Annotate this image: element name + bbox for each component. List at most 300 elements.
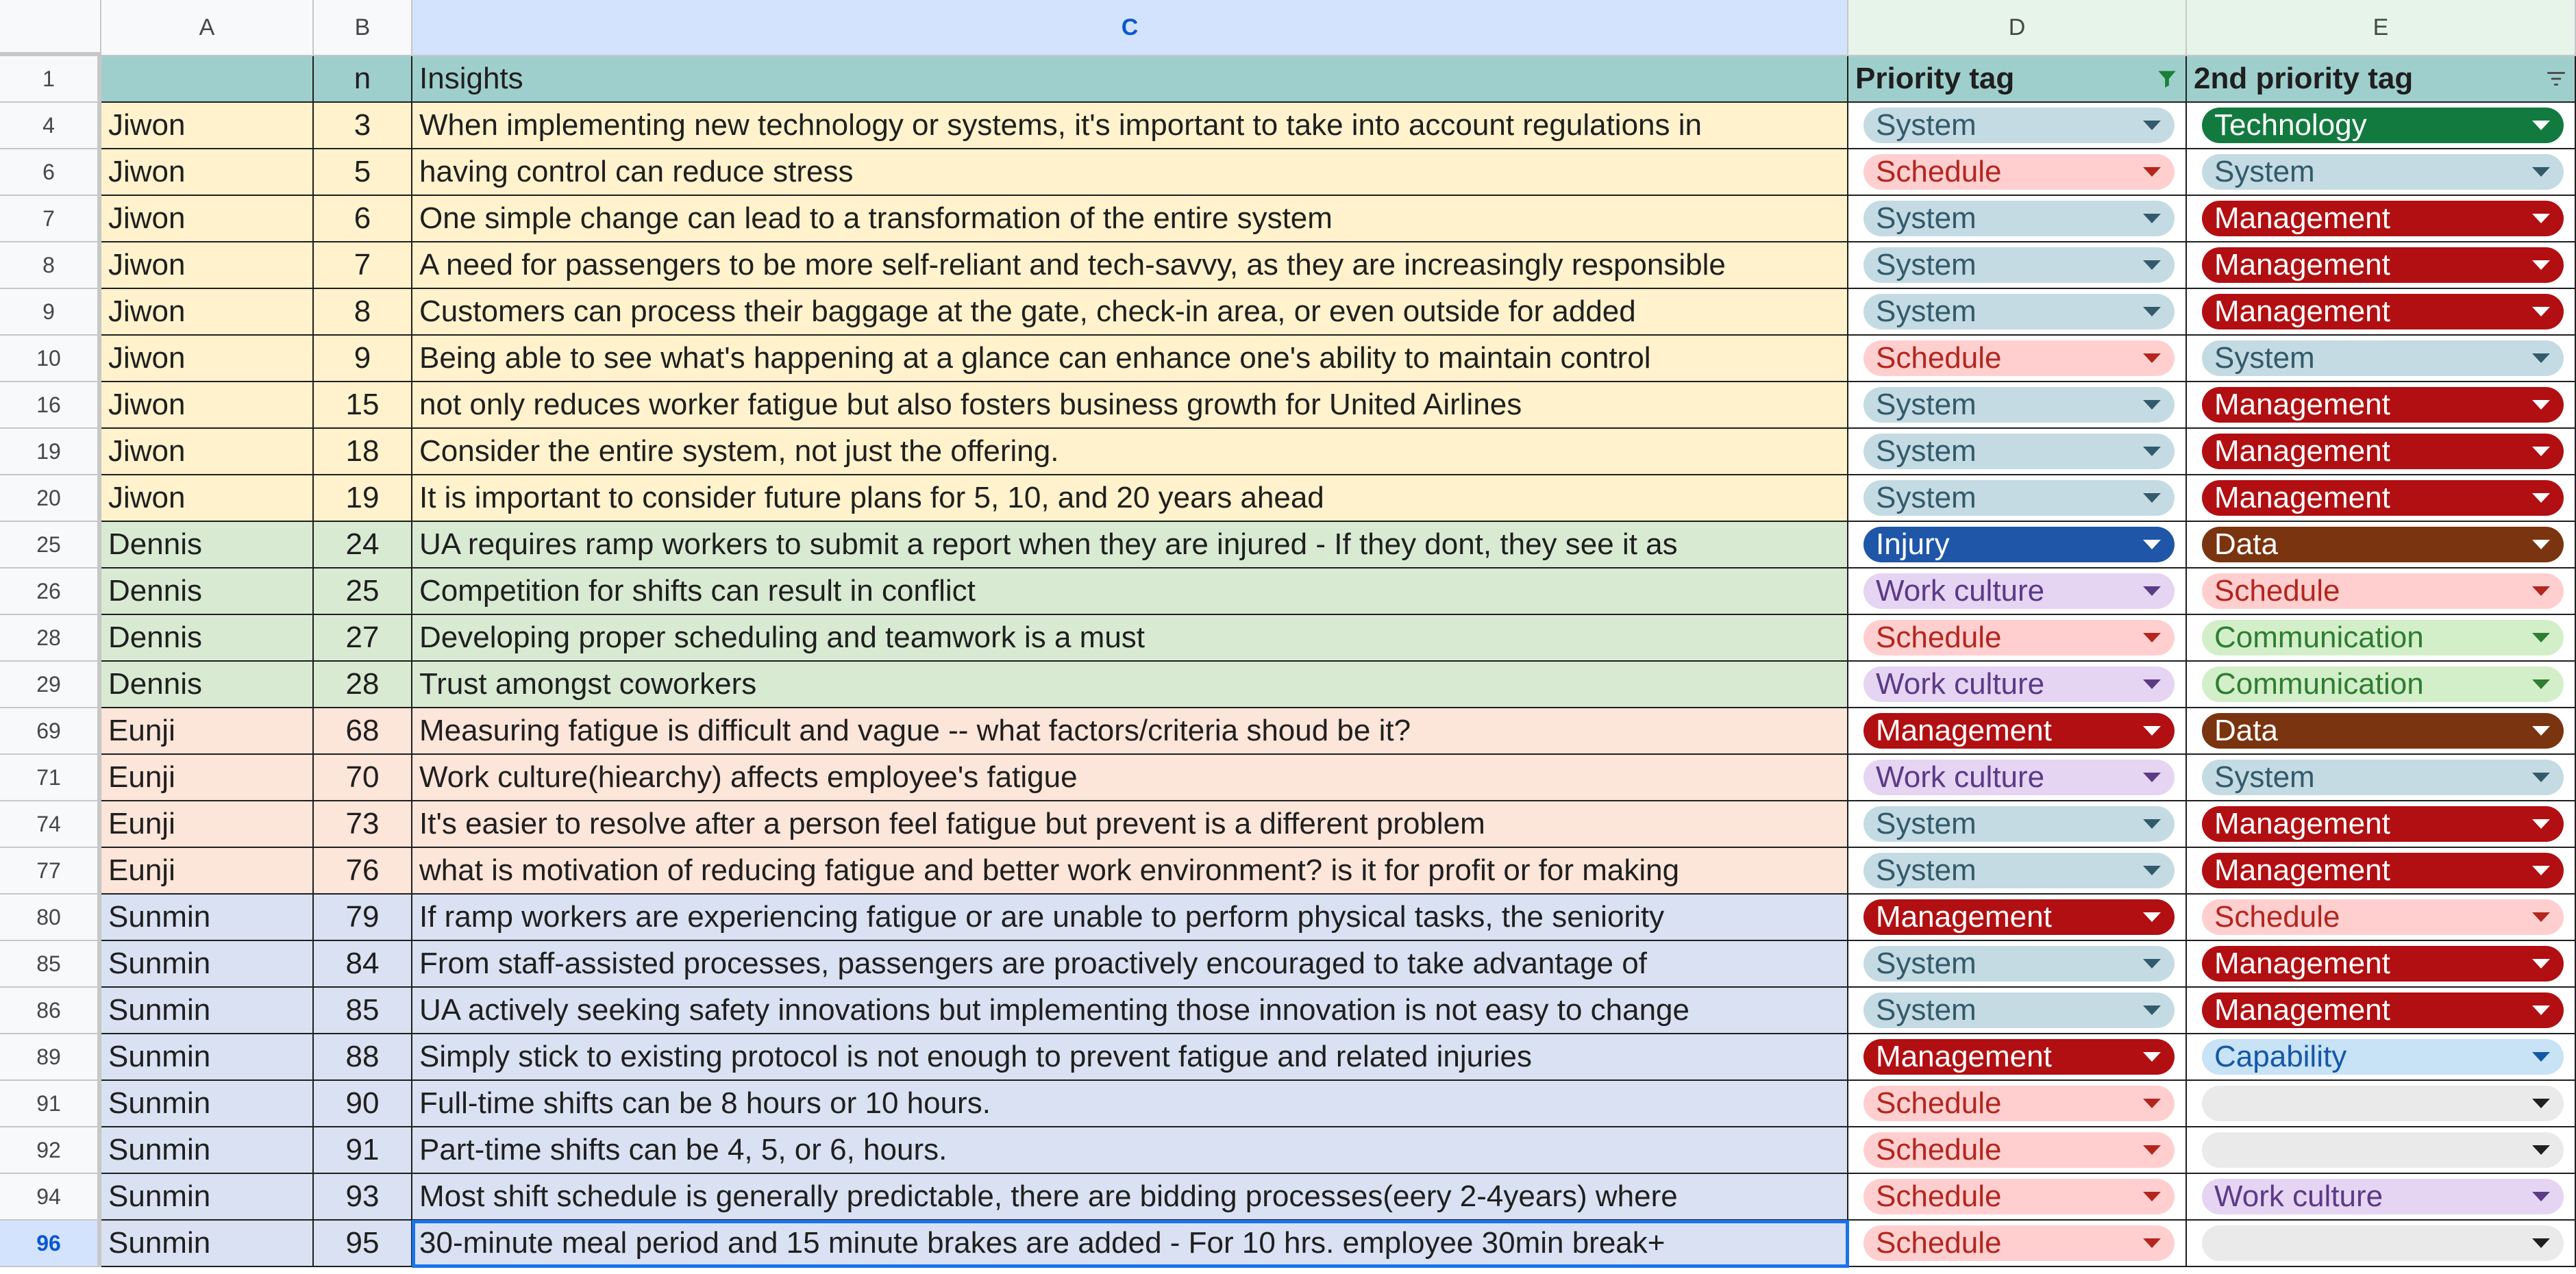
dropdown-arrow-icon[interactable] — [2143, 866, 2161, 875]
priority-tag-chip[interactable] — [1863, 1086, 2175, 1121]
second-priority-tag-label: Communication — [2214, 667, 2424, 701]
dropdown-arrow-icon[interactable] — [2143, 679, 2161, 689]
dropdown-arrow-icon[interactable] — [2532, 400, 2550, 410]
dropdown-arrow-icon[interactable] — [2532, 121, 2550, 130]
second-priority-tag-chip[interactable] — [2202, 760, 2564, 795]
second-priority-tag-label: Management — [2214, 201, 2390, 235]
dropdown-arrow-icon[interactable] — [2532, 1145, 2550, 1155]
dropdown-arrow-icon[interactable] — [2143, 260, 2161, 270]
second-priority-tag-label: Management — [2214, 434, 2390, 468]
active-filter-icon[interactable] — [2155, 67, 2179, 90]
row-header[interactable]: 28 — [0, 615, 101, 662]
second-priority-tag-chip[interactable] — [2202, 1225, 2564, 1261]
priority-tag-chip[interactable] — [1863, 247, 2175, 283]
row-header[interactable]: 71 — [0, 755, 101, 801]
priority-tag-cell[interactable] — [1848, 336, 2187, 382]
n-cell[interactable]: 68 — [314, 708, 412, 755]
dropdown-arrow-icon[interactable] — [2143, 400, 2161, 410]
second-priority-tag-chip[interactable] — [2202, 340, 2564, 376]
name-cell[interactable]: Eunji — [101, 708, 314, 755]
row-header[interactable]: 7 — [0, 196, 101, 242]
name-cell[interactable]: Sunmin — [101, 1221, 314, 1267]
row-header[interactable]: 91 — [0, 1081, 101, 1127]
header-cell-priority-tag[interactable] — [1848, 56, 2187, 103]
priority-tag-label: Schedule — [1876, 621, 2002, 654]
row-header[interactable]: 8 — [0, 242, 101, 289]
n-cell[interactable]: 19 — [314, 475, 412, 522]
priority-tag-chip[interactable] — [1863, 899, 2175, 935]
row-header[interactable]: 29 — [0, 662, 101, 708]
second-priority-tag-chip[interactable] — [2202, 666, 2564, 702]
priority-tag-chip[interactable] — [1863, 1039, 2175, 1075]
priority-tag-label: Schedule — [1876, 1086, 2002, 1120]
priority-tag-chip[interactable] — [1863, 434, 2175, 469]
second-priority-tag-cell[interactable] — [2187, 895, 2576, 941]
second-priority-tag-chip[interactable] — [2202, 1086, 2564, 1121]
dropdown-arrow-icon[interactable] — [2143, 121, 2161, 130]
priority-tag-label: Schedule — [1876, 341, 2002, 375]
dropdown-arrow-icon[interactable] — [2532, 819, 2550, 829]
dropdown-arrow-icon[interactable] — [2532, 773, 2550, 782]
dropdown-arrow-icon[interactable] — [2532, 586, 2550, 596]
priority-tag-cell[interactable] — [1848, 941, 2187, 988]
row-header[interactable]: 86 — [0, 988, 101, 1034]
name-cell[interactable]: Jiwon — [101, 289, 314, 336]
priority-tag-cell[interactable] — [1848, 615, 2187, 662]
second-priority-tag-chip[interactable] — [2202, 1179, 2564, 1214]
second-priority-tag-label: Management — [2214, 993, 2390, 1027]
second-priority-tag-cell[interactable] — [2187, 1127, 2576, 1174]
second-priority-tag-label: Communication — [2214, 621, 2424, 654]
row-header[interactable]: 92 — [0, 1127, 101, 1174]
insight-cell[interactable]: One simple change can lead to a transformation of the entire system — [412, 196, 1848, 242]
row-header[interactable]: 74 — [0, 801, 101, 848]
priority-tag-cell[interactable] — [1848, 1034, 2187, 1081]
second-priority-tag-chip[interactable] — [2202, 946, 2564, 982]
priority-tag-chip[interactable] — [1863, 806, 2175, 842]
second-priority-tag-cell[interactable] — [2187, 149, 2576, 196]
second-priority-tag-cell[interactable] — [2187, 755, 2576, 801]
second-priority-tag-label: Technology — [2214, 108, 2367, 142]
header-cell-n[interactable]: n — [314, 56, 412, 103]
second-priority-tag-label: Management — [2214, 853, 2390, 887]
priority-tag-cell[interactable] — [1848, 475, 2187, 522]
insight-cell[interactable]: UA requires ramp workers to submit a report when they are injured - If they dont, they see it as — [412, 522, 1848, 569]
second-priority-tag-label: Management — [2214, 481, 2390, 514]
dropdown-arrow-icon[interactable] — [2532, 633, 2550, 642]
priority-tag-chip[interactable] — [1863, 1179, 2175, 1214]
second-priority-tag-cell[interactable] — [2187, 1034, 2576, 1081]
priority-tag-cell[interactable] — [1848, 1081, 2187, 1127]
dropdown-arrow-icon[interactable] — [2532, 214, 2550, 223]
n-cell[interactable]: 5 — [314, 149, 412, 196]
n-cell[interactable]: 15 — [314, 382, 412, 429]
n-cell[interactable]: 85 — [314, 988, 412, 1034]
row-header[interactable]: 85 — [0, 941, 101, 988]
second-priority-tag-label: System — [2214, 341, 2315, 375]
dropdown-arrow-icon[interactable] — [2143, 819, 2161, 829]
priority-tag-chip[interactable] — [1863, 154, 2175, 190]
name-cell[interactable]: Jiwon — [101, 382, 314, 429]
second-priority-tag-cell[interactable] — [2187, 801, 2576, 848]
n-cell[interactable]: 91 — [314, 1127, 412, 1174]
dropdown-arrow-icon[interactable] — [2532, 866, 2550, 875]
name-cell[interactable]: Jiwon — [101, 103, 314, 149]
second-priority-tag-label: Management — [2214, 947, 2390, 980]
second-priority-tag-label: Work culture — [2214, 1179, 2383, 1213]
priority-tag-cell[interactable] — [1848, 103, 2187, 149]
n-cell[interactable]: 84 — [314, 941, 412, 988]
second-priority-tag-chip[interactable] — [2202, 1132, 2564, 1168]
row-header[interactable]: 26 — [0, 569, 101, 615]
dropdown-arrow-icon[interactable] — [2143, 1238, 2161, 1248]
header-cell-a[interactable] — [101, 56, 314, 103]
priority-tag-cell[interactable] — [1848, 569, 2187, 615]
second-priority-tag-label: Management — [2214, 807, 2390, 840]
name-cell[interactable]: Sunmin — [101, 1081, 314, 1127]
priority-tag-chip[interactable] — [1863, 1225, 2175, 1261]
name-cell[interactable]: Jiwon — [101, 336, 314, 382]
n-cell[interactable]: 28 — [314, 662, 412, 708]
second-priority-tag-label: Data — [2214, 527, 2278, 561]
name-cell[interactable]: Eunji — [101, 848, 314, 895]
name-cell[interactable]: Sunmin — [101, 1034, 314, 1081]
name-cell[interactable]: Dennis — [101, 662, 314, 708]
second-priority-tag-chip[interactable] — [2202, 247, 2564, 283]
second-priority-tag-chip[interactable] — [2202, 806, 2564, 842]
dropdown-arrow-icon[interactable] — [2143, 167, 2161, 177]
second-priority-tag-label: Capability — [2214, 1040, 2347, 1073]
priority-tag-label: Priority tag — [1855, 62, 2015, 95]
insight-cell[interactable]: If ramp workers are experiencing fatigue or are unable to perform physical tasks, the seniority — [412, 895, 1848, 941]
second-priority-tag-cell[interactable] — [2187, 569, 2576, 615]
row-header[interactable]: 80 — [0, 895, 101, 941]
n-cell[interactable]: 8 — [314, 289, 412, 336]
n-cell[interactable]: 18 — [314, 429, 412, 475]
dropdown-arrow-icon[interactable] — [2143, 1006, 2161, 1015]
dropdown-arrow-icon[interactable] — [2143, 586, 2161, 596]
second-priority-tag-cell[interactable] — [2187, 708, 2576, 755]
name-cell[interactable]: Sunmin — [101, 941, 314, 988]
priority-tag-label: System — [1876, 248, 1977, 282]
dropdown-arrow-icon[interactable] — [2532, 167, 2550, 177]
dropdown-arrow-icon[interactable] — [2143, 912, 2161, 922]
dropdown-arrow-icon[interactable] — [2143, 540, 2161, 549]
n-cell[interactable]: 24 — [314, 522, 412, 569]
dropdown-arrow-icon[interactable] — [2143, 633, 2161, 642]
insight-cell[interactable]: UA actively seeking safety innovations but implementing those innovation is not easy to change — [412, 988, 1848, 1034]
insight-cell[interactable]: From staff-assisted processes, passengers are proactively encouraged to take advantage of — [412, 941, 1848, 988]
second-priority-tag-chip[interactable] — [2202, 899, 2564, 935]
priority-tag-cell[interactable] — [1848, 429, 2187, 475]
dropdown-arrow-icon[interactable] — [2532, 353, 2550, 363]
n-cell[interactable]: 95 — [314, 1221, 412, 1267]
insight-cell[interactable]: not only reduces worker fatigue but also fosters business growth for United Airlines — [412, 382, 1848, 429]
n-cell[interactable]: 93 — [314, 1174, 412, 1221]
dropdown-arrow-icon[interactable] — [2532, 307, 2550, 316]
priority-tag-chip[interactable] — [1863, 108, 2175, 143]
second-priority-tag-chip[interactable] — [2202, 573, 2564, 609]
name-cell[interactable]: Sunmin — [101, 1174, 314, 1221]
priority-tag-chip[interactable] — [1863, 760, 2175, 795]
priority-tag-label: Work culture — [1876, 667, 2045, 701]
second-priority-tag-chip[interactable] — [2202, 527, 2564, 562]
name-cell[interactable]: Sunmin — [101, 988, 314, 1034]
row-header[interactable]: 96 — [0, 1221, 101, 1267]
insight-cell[interactable]: Customers can process their baggage at the gate, check-in area, or even outside for added — [412, 289, 1848, 336]
second-priority-tag-cell[interactable] — [2187, 848, 2576, 895]
dropdown-arrow-icon[interactable] — [2532, 1052, 2550, 1062]
priority-tag-chip[interactable] — [1863, 573, 2175, 609]
second-priority-tag-cell[interactable] — [2187, 988, 2576, 1034]
n-cell[interactable]: 88 — [314, 1034, 412, 1081]
dropdown-arrow-icon[interactable] — [2143, 959, 2161, 969]
column-header-b[interactable]: B — [314, 0, 412, 56]
n-cell[interactable]: 76 — [314, 848, 412, 895]
row-header[interactable]: 25 — [0, 522, 101, 569]
priority-tag-label: Injury — [1876, 527, 1950, 561]
n-cell[interactable]: 90 — [314, 1081, 412, 1127]
priority-tag-chip[interactable] — [1863, 620, 2175, 655]
name-cell[interactable]: Jiwon — [101, 475, 314, 522]
n-cell[interactable]: 7 — [314, 242, 412, 289]
row-header[interactable]: 16 — [0, 382, 101, 429]
column-header-a[interactable]: A — [101, 0, 314, 56]
second-priority-tag-cell[interactable] — [2187, 522, 2576, 569]
dropdown-arrow-icon[interactable] — [2532, 1192, 2550, 1201]
priority-tag-cell[interactable] — [1848, 895, 2187, 941]
header-cell-insights[interactable]: Insights — [412, 56, 1848, 103]
n-cell[interactable]: 79 — [314, 895, 412, 941]
insight-cell[interactable]: 30-minute meal period and 15 minute brakes are added - For 10 hrs. employee 30min break+ — [412, 1221, 1848, 1267]
priority-tag-cell[interactable] — [1848, 988, 2187, 1034]
n-cell[interactable]: 9 — [314, 336, 412, 382]
insight-cell[interactable]: It is important to consider future plans for 5, 10, and 20 years ahead — [412, 475, 1848, 522]
select-all-corner[interactable] — [0, 0, 101, 56]
row-header[interactable]: 10 — [0, 336, 101, 382]
priority-tag-cell[interactable] — [1848, 848, 2187, 895]
dropdown-arrow-icon[interactable] — [2532, 959, 2550, 969]
priority-tag-cell[interactable] — [1848, 801, 2187, 848]
row-header[interactable]: 89 — [0, 1034, 101, 1081]
row-header[interactable]: 4 — [0, 103, 101, 149]
dropdown-arrow-icon[interactable] — [2532, 1099, 2550, 1108]
name-cell[interactable]: Dennis — [101, 522, 314, 569]
header-cell-2nd-priority-tag[interactable] — [2187, 56, 2576, 103]
second-priority-tag-cell[interactable] — [2187, 242, 2576, 289]
row-header[interactable]: 77 — [0, 848, 101, 895]
insight-cell[interactable]: Work culture(hiearchy) affects employee's fatigue — [412, 755, 1848, 801]
insight-cell[interactable]: Developing proper scheduling and teamwork is a must — [412, 615, 1848, 662]
name-cell[interactable]: Dennis — [101, 569, 314, 615]
row-header[interactable]: 69 — [0, 708, 101, 755]
second-priority-tag-cell[interactable] — [2187, 1221, 2576, 1267]
n-cell[interactable]: 70 — [314, 755, 412, 801]
insight-cell[interactable]: having control can reduce stress — [412, 149, 1848, 196]
priority-tag-chip[interactable] — [1863, 387, 2175, 423]
dropdown-arrow-icon[interactable] — [2532, 493, 2550, 503]
second-priority-tag-chip[interactable] — [2202, 154, 2564, 190]
second-priority-tag-chip[interactable] — [2202, 853, 2564, 888]
priority-tag-label: System — [1876, 388, 1977, 421]
second-priority-tag-cell[interactable] — [2187, 1174, 2576, 1221]
priority-tag-chip[interactable] — [1863, 1132, 2175, 1168]
priority-tag-chip[interactable] — [1863, 480, 2175, 516]
row-header[interactable]: 94 — [0, 1174, 101, 1221]
second-priority-tag-cell[interactable] — [2187, 103, 2576, 149]
row-header[interactable]: 20 — [0, 475, 101, 522]
name-cell[interactable]: Dennis — [101, 615, 314, 662]
second-priority-tag-chip[interactable] — [2202, 201, 2564, 236]
priority-tag-chip[interactable] — [1863, 946, 2175, 982]
dropdown-arrow-icon[interactable] — [2532, 447, 2550, 456]
priority-tag-chip[interactable] — [1863, 201, 2175, 236]
insight-cell[interactable]: Being able to see what's happening at a glance can enhance one's ability to maintain control — [412, 336, 1848, 382]
priority-tag-cell[interactable] — [1848, 242, 2187, 289]
n-cell[interactable]: 25 — [314, 569, 412, 615]
priority-tag-cell[interactable] — [1848, 1221, 2187, 1267]
priority-tag-cell[interactable] — [1848, 382, 2187, 429]
dropdown-arrow-icon[interactable] — [2143, 1052, 2161, 1062]
dropdown-arrow-icon[interactable] — [2143, 1099, 2161, 1108]
second-priority-tag-label: Schedule — [2214, 574, 2340, 608]
second-priority-tag-label: System — [2214, 760, 2315, 794]
dropdown-arrow-icon[interactable] — [2143, 353, 2161, 363]
name-cell[interactable]: Jiwon — [101, 429, 314, 475]
dropdown-arrow-icon[interactable] — [2532, 726, 2550, 736]
second-priority-tag-cell[interactable] — [2187, 196, 2576, 242]
priority-tag-label: System — [1876, 434, 1977, 468]
n-cell[interactable]: 6 — [314, 196, 412, 242]
priority-tag-cell[interactable] — [1848, 1127, 2187, 1174]
second-priority-tag-chip[interactable] — [2202, 108, 2564, 143]
second-priority-tag-cell[interactable] — [2187, 662, 2576, 708]
priority-tag-chip[interactable] — [1863, 992, 2175, 1028]
column-header-e[interactable]: E — [2187, 0, 2576, 56]
second-priority-tag-label: Management — [2214, 295, 2390, 328]
priority-tag-label: Management — [1876, 900, 2052, 934]
insight-cell[interactable]: what is motivation of reducing fatigue and better work environment? is it for profit or for making — [412, 848, 1848, 895]
name-cell[interactable]: Eunji — [101, 755, 314, 801]
priority-tag-chip[interactable] — [1863, 666, 2175, 702]
priority-tag-cell[interactable] — [1848, 289, 2187, 336]
dropdown-arrow-icon[interactable] — [2143, 1192, 2161, 1201]
name-cell[interactable]: Jiwon — [101, 196, 314, 242]
priority-tag-label: Management — [1876, 1040, 2052, 1073]
second-priority-tag-cell[interactable] — [2187, 941, 2576, 988]
dropdown-arrow-icon[interactable] — [2532, 912, 2550, 922]
name-cell[interactable]: Sunmin — [101, 895, 314, 941]
second-priority-tag-cell[interactable] — [2187, 382, 2576, 429]
priority-tag-chip[interactable] — [1863, 713, 2175, 749]
dropdown-arrow-icon[interactable] — [2143, 447, 2161, 456]
priority-tag-label: Management — [1876, 714, 2052, 747]
dropdown-arrow-icon[interactable] — [2532, 540, 2550, 549]
second-priority-tag-cell[interactable] — [2187, 429, 2576, 475]
name-cell[interactable]: Sunmin — [101, 1127, 314, 1174]
priority-tag-cell[interactable] — [1848, 149, 2187, 196]
priority-tag-cell[interactable] — [1848, 1174, 2187, 1221]
dropdown-arrow-icon[interactable] — [2532, 679, 2550, 689]
dropdown-arrow-icon[interactable] — [2143, 214, 2161, 223]
priority-tag-chip[interactable] — [1863, 294, 2175, 329]
second-priority-tag-label: Schedule — [2214, 900, 2340, 934]
priority-tag-chip[interactable] — [1863, 340, 2175, 376]
second-priority-tag-cell[interactable] — [2187, 1081, 2576, 1127]
priority-tag-chip[interactable] — [1863, 527, 2175, 562]
priority-tag-label: Schedule — [1876, 155, 2002, 188]
insight-cell[interactable]: Competition for shifts can result in conflict — [412, 569, 1848, 615]
priority-tag-cell[interactable] — [1848, 708, 2187, 755]
priority-tag-chip[interactable] — [1863, 853, 2175, 888]
second-priority-tag-chip[interactable] — [2202, 480, 2564, 516]
second-priority-tag-chip[interactable] — [2202, 992, 2564, 1028]
insight-cell[interactable]: It's easier to resolve after a person feel fatigue but prevent is a different problem — [412, 801, 1848, 848]
second-priority-tag-cell[interactable] — [2187, 615, 2576, 662]
insight-cell[interactable]: Trust amongst coworkers — [412, 662, 1848, 708]
priority-tag-cell[interactable] — [1848, 662, 2187, 708]
dropdown-arrow-icon[interactable] — [2143, 1145, 2161, 1155]
priority-tag-cell[interactable] — [1848, 755, 2187, 801]
dropdown-arrow-icon[interactable] — [2143, 493, 2161, 503]
priority-tag-label: Schedule — [1876, 1226, 2002, 1260]
second-priority-tag-chip[interactable] — [2202, 713, 2564, 749]
name-cell[interactable]: Jiwon — [101, 242, 314, 289]
second-priority-tag-label: 2nd priority tag — [2194, 62, 2414, 95]
insight-cell[interactable]: Most shift schedule is generally predictable, there are bidding processes(eery 2-4years) where — [412, 1174, 1848, 1221]
second-priority-tag-cell[interactable] — [2187, 475, 2576, 522]
second-priority-tag-cell[interactable] — [2187, 336, 2576, 382]
second-priority-tag-chip[interactable] — [2202, 294, 2564, 329]
dropdown-arrow-icon[interactable] — [2532, 1238, 2550, 1248]
n-cell[interactable]: 73 — [314, 801, 412, 848]
n-cell[interactable]: 27 — [314, 615, 412, 662]
name-cell[interactable]: Eunji — [101, 801, 314, 848]
row-header[interactable]: 1 — [0, 56, 101, 103]
row-header[interactable]: 6 — [0, 149, 101, 196]
dropdown-arrow-icon[interactable] — [2532, 260, 2550, 270]
dropdown-arrow-icon[interactable] — [2143, 307, 2161, 316]
n-cell[interactable]: 3 — [314, 103, 412, 149]
filter-icon[interactable] — [2544, 67, 2568, 90]
insight-cell[interactable]: Full-time shifts can be 8 hours or 10 hours. — [412, 1081, 1848, 1127]
row-header[interactable]: 9 — [0, 289, 101, 336]
insight-cell[interactable]: When implementing new technology or systems, it's important to take into account regulations in — [412, 103, 1848, 149]
second-priority-tag-chip[interactable] — [2202, 387, 2564, 423]
column-header-d[interactable]: D — [1848, 0, 2187, 56]
name-cell[interactable]: Jiwon — [101, 149, 314, 196]
priority-tag-cell[interactable] — [1848, 196, 2187, 242]
insight-cell[interactable]: Simply stick to existing protocol is not enough to prevent fatigue and related injuries — [412, 1034, 1848, 1081]
column-header-c[interactable]: C — [412, 0, 1848, 56]
insight-cell[interactable]: A need for passengers to be more self-reliant and tech-savvy, as they are increasingly responsible — [412, 242, 1848, 289]
second-priority-tag-label: Management — [2214, 248, 2390, 282]
second-priority-tag-chip[interactable] — [2202, 434, 2564, 469]
insight-cell[interactable]: Measuring fatigue is difficult and vague -- what factors/criteria shoud be it? — [412, 708, 1848, 755]
priority-tag-label: System — [1876, 481, 1977, 514]
row-header[interactable]: 19 — [0, 429, 101, 475]
second-priority-tag-cell[interactable] — [2187, 289, 2576, 336]
insight-cell[interactable]: Consider the entire system, not just the offering. — [412, 429, 1848, 475]
dropdown-arrow-icon[interactable] — [2143, 726, 2161, 736]
dropdown-arrow-icon[interactable] — [2532, 1006, 2550, 1015]
second-priority-tag-chip[interactable] — [2202, 1039, 2564, 1075]
insight-cell[interactable]: Part-time shifts can be 4, 5, or 6, hours. — [412, 1127, 1848, 1174]
priority-tag-label: System — [1876, 807, 1977, 840]
second-priority-tag-chip[interactable] — [2202, 620, 2564, 655]
dropdown-arrow-icon[interactable] — [2143, 773, 2161, 782]
priority-tag-cell[interactable] — [1848, 522, 2187, 569]
